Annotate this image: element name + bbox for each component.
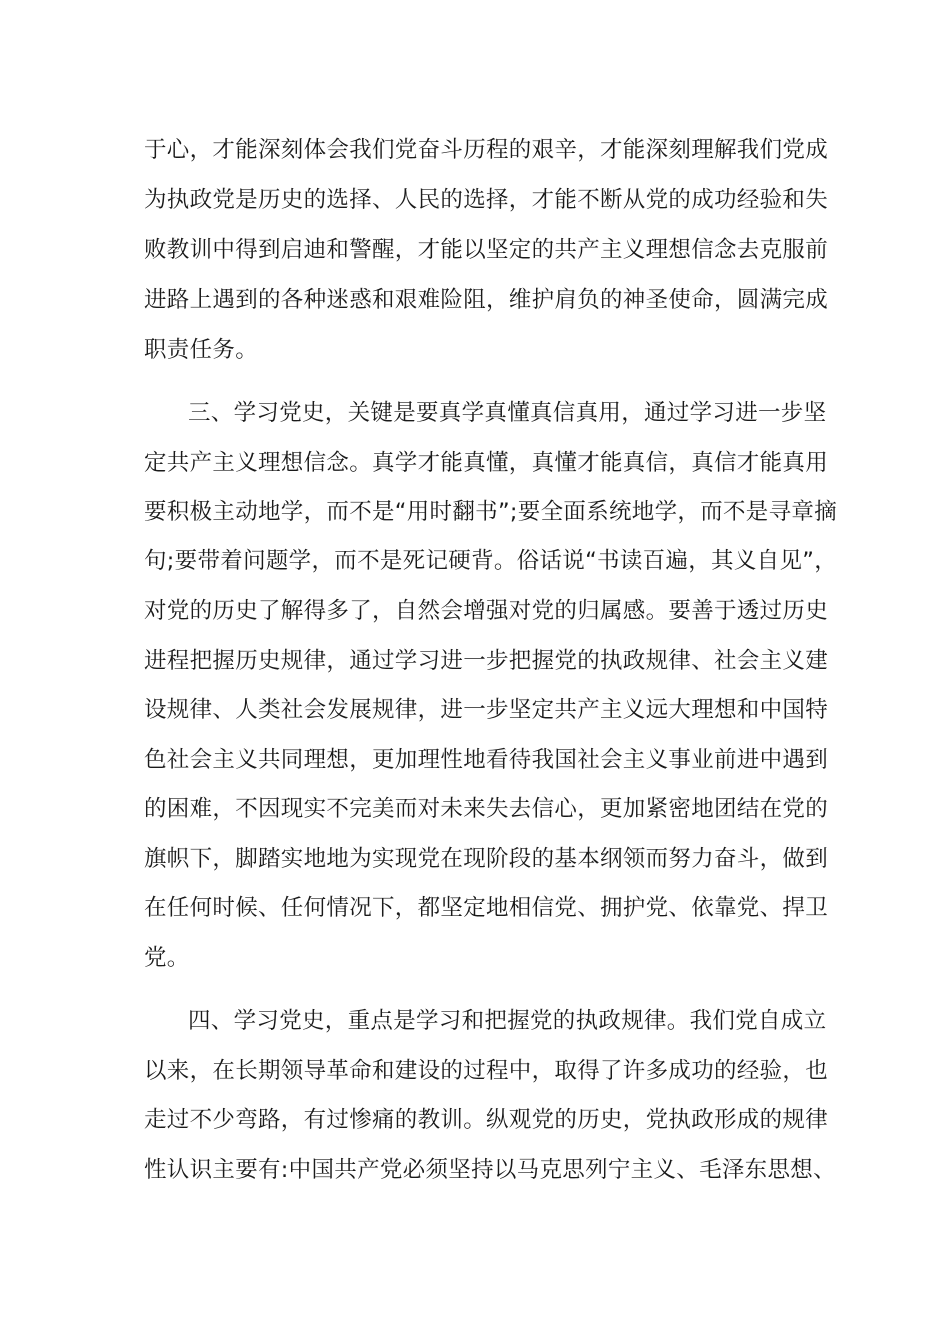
text-line: 设规律、人类社会发展规律，进一步坚定共产主义远大理想和中国特: [144, 697, 829, 723]
text-line: 四、学习党史，重点是学习和把握党的执政规律。我们党自成立: [188, 1008, 827, 1034]
text-line: 性认识主要有:中国共产党必须坚持以马克思列宁主义、毛泽东思想、: [144, 1157, 836, 1183]
text-line: 三、学习党史，关键是要真学真懂真信真用，通过学习进一步坚: [188, 400, 827, 426]
text-line: 要积极主动地学，而不是“用时翻书”;要全面系统地学，而不是寻章摘: [144, 499, 837, 525]
text-line: 败教训中得到启迪和警醒，才能以坚定的共产主义理想信念去克服前: [144, 237, 829, 263]
text-line: 以来，在长期领导革命和建设的过程中，取得了许多成功的经验，也: [144, 1058, 829, 1084]
text-line: 色社会主义共同理想，更加理性地看待我国社会主义事业前进中遇到: [144, 747, 829, 773]
text-line: 的困难，不因现实不完美而对未来失去信心，更加紧密地团结在党的: [144, 796, 829, 822]
text-line: 在任何时候、任何情况下，都坚定地相信党、拥护党、依靠党、捍卫: [144, 895, 829, 921]
text-line: 党。: [144, 945, 190, 971]
text-line: 对党的历史了解得多了，自然会增强对党的归属感。要善于透过历史: [144, 598, 829, 624]
text-line: 职责任务。: [144, 337, 259, 363]
text-line: 进程把握历史规律，通过学习进一步把握党的执政规律、社会主义建: [144, 648, 829, 674]
text-line: 旗帜下，脚踏实地地为实现党在现阶段的基本纲领而努力奋斗，做到: [144, 846, 829, 872]
text-line: 为执政党是历史的选择、人民的选择，才能不断从党的成功经验和失: [144, 187, 829, 213]
text-line: 句;要带着问题学，而不是死记硬背。俗话说“书读百遍，其义自见”，: [144, 548, 837, 574]
text-line: 进路上遇到的各种迷惑和艰难险阻，维护肩负的神圣使命，圆满完成: [144, 287, 829, 313]
text-line: 于心，才能深刻体会我们党奋斗历程的艰辛，才能深刻理解我们党成: [144, 137, 829, 163]
text-line: 走过不少弯路，有过惨痛的教训。纵观党的历史，党执政形成的规律: [144, 1107, 829, 1133]
text-line: 定共产主义理想信念。真学才能真懂，真懂才能真信，真信才能真用: [144, 450, 829, 476]
